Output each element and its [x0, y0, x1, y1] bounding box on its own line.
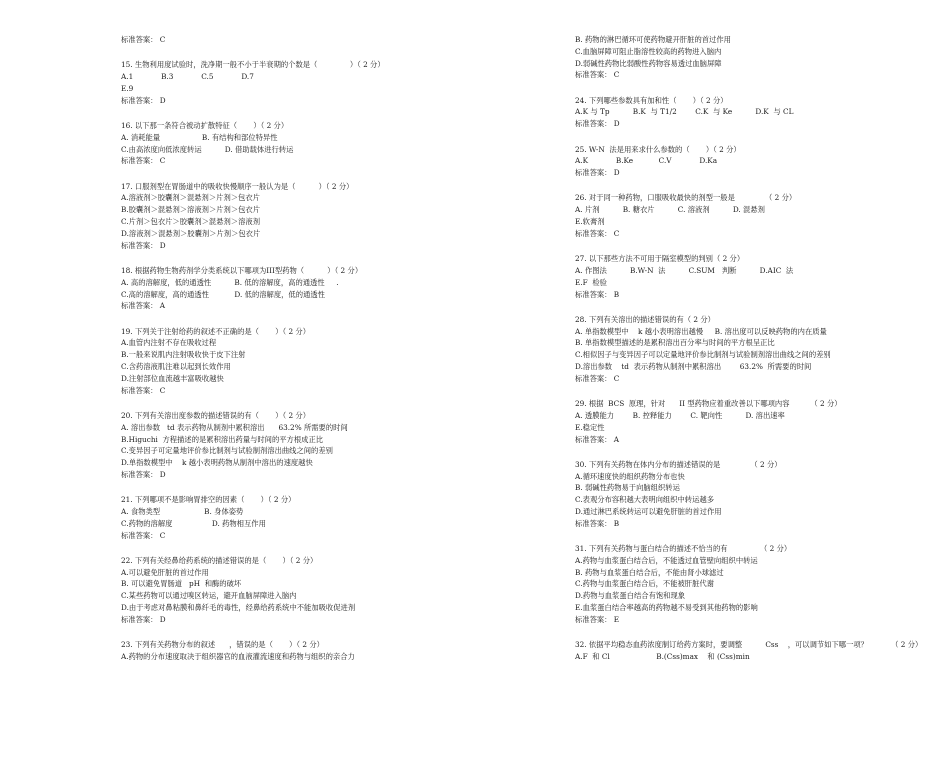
question-block	[121, 326, 451, 397]
question-stem: 31. 下列有关药物与蛋白结合的描述不恰当的有 （ 2 分）	[575, 544, 792, 554]
question-block	[575, 144, 947, 179]
option-line: D.单指数模型中 k 越小表明药物从制剂中溶出的速度越快	[121, 458, 313, 468]
option-line: D.由于考虑对鼻粘膜和鼻纤毛的毒性，经鼻给药系统中不能加吸收促进剂	[121, 603, 356, 613]
question-spacer	[121, 312, 451, 326]
question-spacer	[121, 167, 451, 181]
right-column	[575, 34, 947, 663]
option-line: B. 弱碱性药物易于向脑组织转运	[575, 483, 680, 493]
question-block	[121, 181, 451, 252]
option-line: C.由高浓度向低浓度转运 D. 借助载体进行转运	[121, 144, 294, 154]
option-line: A.药物与血浆蛋白结合后，不能透过血管壁向组织中转运	[575, 555, 758, 565]
option-line: E.稳定性	[575, 422, 605, 432]
answer-line: 标准答案： D	[121, 469, 166, 479]
option-line: A. 透膜能力 B. 控释能力 C. 靶向性 D. 溶出速率	[575, 410, 785, 420]
option-line: D.药物与血浆蛋白结合有饱和现象	[575, 591, 686, 601]
question-stem: B. 药物的淋巴循环可使药物避开肝脏的首过作用	[575, 35, 731, 44]
question-block	[575, 639, 947, 663]
option-line: A.1 B.3 C.5 D.7	[121, 72, 254, 82]
option-line: D.溶出参数 td 表示药物从制剂中累积溶出 63.2% 所需要的时间	[575, 362, 812, 372]
question-spacer	[575, 240, 947, 254]
option-line: B.Higuchi 方程描述的是累积溶出药量与时间的平方根成正比	[121, 434, 324, 444]
question-block	[575, 314, 947, 385]
option-line: D.溶液剂＞混悬剂＞胶囊剂＞片剂＞包衣片	[121, 228, 261, 238]
question-stem: 22. 下列有关经鼻给药系统的描述错误的是（ ）（ 2 分）	[121, 555, 318, 565]
question-spacer	[575, 81, 947, 95]
question-block	[121, 34, 451, 46]
answer-line: 标准答案： C	[575, 373, 620, 383]
question-spacer	[575, 385, 947, 399]
option-line: A. 作图法 B.W-N 法 C.SUM 判断 D.AIC 法	[575, 265, 794, 275]
question-spacer	[121, 106, 451, 120]
option-line: A.K 与 Tp B.K 与 T1/2 C.K 与 Ke D.K 与 CL	[575, 107, 794, 117]
question-spacer	[121, 626, 451, 640]
option-line: B. 单指数模型描述的是累积溶出百分率与时间的平方根呈正比	[575, 338, 775, 348]
answer-line: 标准答案： B	[575, 289, 620, 299]
question-stem: 24. 下列哪些参数具有加和性（ ）（ 2 分）	[575, 95, 728, 105]
question-block	[575, 192, 947, 239]
question-block	[575, 34, 947, 81]
option-line: A. 溶出参数 td 表示药物从制剂中累积溶出 63.2% 所需要的时间	[121, 422, 348, 432]
option-line: C.表观分布容积越大表明向组织中转运越多	[575, 495, 714, 505]
question-stem: 19. 下列关于注射给药的叙述不正确的是（ ）（ 2 分）	[121, 326, 311, 336]
answer-line: 标准答案： C	[575, 70, 620, 80]
option-line: C.药物与血浆蛋白结合后，不能被肝脏代谢	[575, 579, 714, 589]
option-line: B.胶囊剂＞混悬剂＞溶液剂＞片剂＞包衣片	[121, 205, 261, 215]
option-line: C.药物的溶解度 D. 药物相互作用	[121, 518, 266, 528]
question-stem: 27. 以下那些方法不可用于隔室模型的判别（ 2 分）	[575, 254, 745, 264]
question-stem: 15. 生物利用度试验时，洗净期一般不小于半衰期的个数是（ ）（ 2 分）	[121, 60, 385, 70]
question-block	[575, 398, 947, 445]
question-block	[121, 265, 451, 312]
question-spacer	[575, 179, 947, 193]
question-block	[575, 253, 947, 300]
question-stem: 32. 依据平均稳态血药浓度制订给药方案时，要调整 Css ，可以调节如下哪一项？ （ 2 分）	[575, 640, 923, 650]
option-line: C.变异因子可定量地评价参比制剂与试验制剂溶出曲线之间的差别	[121, 446, 333, 456]
left-column	[121, 34, 451, 663]
question-block	[121, 410, 451, 481]
question-block	[121, 494, 451, 541]
question-block	[575, 95, 947, 130]
option-line: C.含药溶液肌注难以起到长效作用	[121, 362, 231, 372]
answer-line: 标准答案： D	[121, 614, 166, 624]
question-stem: 26. 对于同一种药物，口服吸收最快的剂型一般是 （ 2 分）	[575, 193, 797, 203]
question-stem: 17. 口服剂型在胃肠道中的吸收快慢顺序一般认为是（ ）（ 2 分）	[121, 181, 354, 191]
option-line: A. 片剂 B. 糖衣片 C. 溶液剂 D. 混悬剂	[575, 205, 765, 215]
question-spacer	[121, 251, 451, 265]
question-spacer	[575, 300, 947, 314]
option-line: C.高的溶解度，高的通透性 D. 低的溶解度，低的通透性	[121, 289, 325, 299]
answer-line: 标准答案： C	[121, 156, 166, 166]
answer-line: 标准答案： A	[121, 301, 166, 311]
option-line: C.相似因子与变异因子可以定量地评价参比制剂与试验制剂溶出曲线之间的差别	[575, 350, 831, 360]
option-line: B.一般来说肌内注射吸收快于皮下注射	[121, 350, 246, 360]
question-stem: 28. 下列有关溶出的描述错误的有（ 2 分）	[575, 314, 715, 324]
question-block	[575, 543, 947, 626]
question-spacer	[121, 541, 451, 555]
option-line: A. 消耗能量 B. 有结构和部位特异性	[121, 132, 278, 142]
question-spacer	[121, 46, 451, 60]
question-spacer	[575, 445, 947, 459]
option-line: A. 单指数模型中 k 越小表明溶出越慢 B. 溶出度可以反映药物的内在质量	[575, 326, 827, 336]
option-line: A.血管内注射不存在吸收过程	[121, 338, 217, 348]
question-spacer	[121, 396, 451, 410]
option-line: D.弱碱性药物比弱酸性药物容易透过血脑屏障	[575, 58, 722, 68]
option-line: C.某些药物可以通过嗅区转运，避开血脑屏障进入脑内	[121, 591, 297, 601]
option-line: E.软膏剂	[575, 217, 605, 227]
option-line: E.F 检验	[575, 277, 607, 287]
answer-line: 标准答案： D	[121, 240, 166, 250]
question-stem: 21. 下列哪项不是影响胃排空的因素（ ）（ 2 分）	[121, 495, 296, 505]
answer-line: 标准答案： E	[575, 614, 620, 624]
option-line: D.注射部位血流越丰富吸收越快	[121, 373, 224, 383]
question-stem: 25. W-N 法是用来求什么参数的（ ）（ 2 分）	[575, 144, 741, 154]
option-line: B. 可以避免胃肠道 pH 和酶的破坏	[121, 579, 242, 589]
option-line: A.溶液剂＞胶囊剂＞混悬剂＞片剂＞包衣片	[121, 193, 260, 203]
answer-line: 标准答案： C	[121, 530, 166, 540]
option-line: A.循环速度快的组织药物分布也快	[575, 471, 685, 481]
question-stem: 29. 根据 BCS 原理，针对 II 型药物应着重改善以下哪项内容 （ 2 分）	[575, 399, 842, 409]
question-block	[121, 555, 451, 626]
question-spacer	[575, 626, 947, 640]
option-line: E.9	[121, 83, 134, 93]
question-block	[121, 59, 451, 106]
option-line: A.药物的分布速度取决于组织器官的血液灌流速度和药物与组织的亲合力	[121, 651, 355, 661]
option-line: C.片剂＞包衣片＞胶囊剂＞混悬剂＞溶液剂	[121, 217, 260, 227]
answer-line: 标准答案： D	[575, 168, 620, 178]
option-line: A.可以避免肝脏的首过作用	[121, 567, 209, 577]
answer-line: 标准答案： C	[121, 385, 166, 395]
option-line: A.K B.Ke C.V D.Ka	[575, 156, 718, 166]
answer-line: 标准答案： C	[575, 228, 620, 238]
option-line: B. 药物与血浆蛋白结合后，不能由肾小球滤过	[575, 567, 724, 577]
question-spacer	[121, 481, 451, 495]
question-block	[575, 459, 947, 530]
option-line: A.F 和 Cl B.(Css)max 和 (Css)min	[575, 651, 750, 661]
question-block	[121, 639, 451, 663]
question-stem: 18. 根据药物生物药剂学分类系统以下哪项为III型药物（ ）（ 2 分）	[121, 265, 363, 275]
question-stem: 20. 下列有关溶出度参数的描述错误的有（ ）（ 2 分）	[121, 410, 311, 420]
question-spacer	[575, 530, 947, 544]
question-spacer	[575, 130, 947, 144]
answer-line: 标准答案： D	[575, 119, 620, 129]
answer-line: 标准答案： A	[575, 434, 620, 444]
option-line: A. 高的溶解度，低的通透性 B. 低的溶解度，高的通透性 .	[121, 277, 339, 287]
question-stem: 16. 以下那一条符合被动扩散特征（ ）（ 2 分）	[121, 120, 289, 130]
option-line: A. 食物类型 B. 身体姿势	[121, 507, 244, 516]
answer-line: 标准答案： D	[121, 95, 166, 105]
option-line: C.血脑屏障可阻止脂溶性较高的药物进入脑内	[575, 46, 722, 56]
option-line: E.血浆蛋白结合率越高的药物越不易受到其他药物的影响	[575, 603, 758, 613]
option-line: D.通过淋巴系统转运可以避免肝脏的首过作用	[575, 507, 722, 516]
question-stem: 23. 下列有关药物分布的叙述 ，错误的是（ ）（ 2 分）	[121, 640, 324, 650]
question-block	[121, 120, 451, 167]
answer-line: 标准答案： B	[575, 518, 620, 528]
answer-line: 标准答案： C	[121, 35, 166, 44]
question-stem: 30. 下列有关药物在体内分布的描述错误的是 （ 2 分）	[575, 459, 782, 469]
